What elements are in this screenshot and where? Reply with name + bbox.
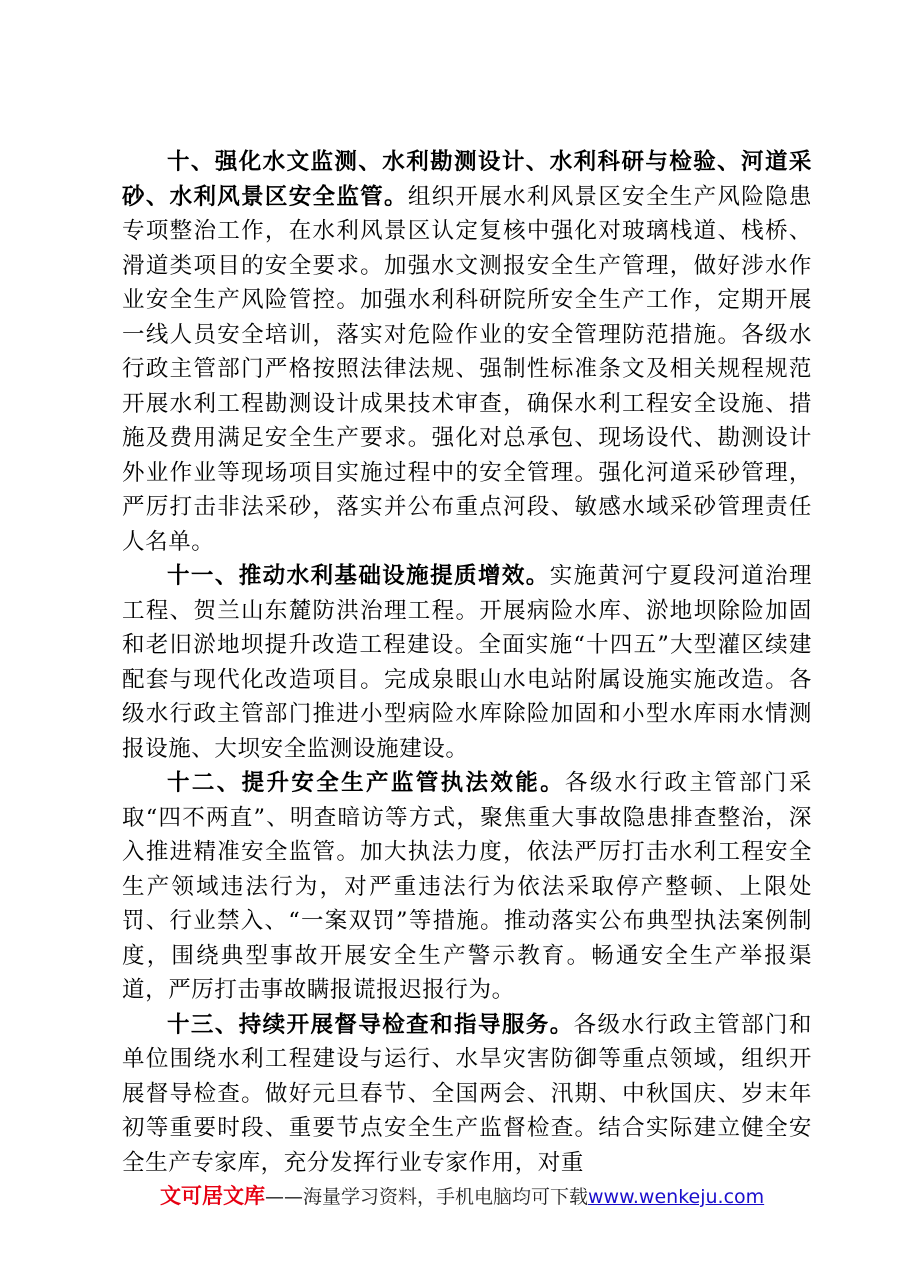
footer-brand: 文可居文库 — [160, 1184, 265, 1208]
section-body-12: 各级水行政主管部门采取“四不两直”、明查暗访等方式，聚焦重大事故隐患排查整治，深入推进精准安全监管。加大执法力度，依法严厉打击水利工程安全生产领域违法行为，对严重违法行为依法采取停产整顿、上限处罚、行业禁入、“一案双罚”等措施。推动落实公布典型执法案例制度，围绕典型事故开展安全生产警示教育。畅通安全生产举报渠道，严厉打击事故瞒报谎报迟报行为。 — [122, 770, 812, 1003]
section-body-10: 组织开展水利风景区安全生产风险隐患专项整治工作，在水利风景区认定复核中强化对玻璃栈道、栈桥、滑道类项目的安全要求。加强水文测报安全生产管理，做好涉水作业安全生产风险管控。加强水利科研院所安全生产工作，定期开展一线人员安全培训，落实对危险作业的安全管理防范措施。各级水行政主管部门严格按照法律法规、强制性标准条文及相关规程规范开展水利工程勘测设计成果技术审查，确保水利工程安全设施、措施及费用满足安全生产要求。强化对总承包、现场设代、勘测设计外业作业等现场项目实施过程中的安全管理。强化河道采砂管理，严厉打击非法采砂，落实并公布重点河段、敏感水域采砂管理责任人名单。 — [122, 183, 812, 555]
section-heading-10: 十、强化水文监测、水利勘测设计、水利科研与检验、河道采砂、水利风景区安全监管。 — [122, 149, 812, 210]
section-body-13: 各级水行政主管部门和单位围绕水利工程建设与运行、水旱灾害防御等重点领域，组织开展督导检查。做好元旦春节、全国两会、汛期、中秋国庆、岁末年初等重要时段、重要节点安全生产监督检查。结合实际建立健全安全生产专家库，充分发挥行业专家作用，对重 — [122, 1011, 812, 1176]
section-heading-12: 十二、提升安全生产监管执法效能。 — [167, 770, 566, 796]
footer-slogan: ——海量学习资料，手机电脑均可下载 — [265, 1186, 589, 1208]
paragraph-section-13 — [122, 1008, 812, 1181]
footer-site-link[interactable]: www.wenkeju.com — [588, 1186, 765, 1208]
paragraph-section-10 — [122, 145, 812, 559]
section-body-11: 实施黄河宁夏段河道治理工程、贺兰山东麓防洪治理工程。开展病险水库、淤地坝除险加固和老旧淤地坝提升改造工程建设。全面实施“十四五”大型灌区续建配套与现代化改造项目。完成泉眼山水电站附属设施实施改造。各级水行政主管部门推进小型病险水库除险加固和小型水库雨水情测报设施、大坝安全监测设施建设。 — [122, 563, 812, 762]
paragraph-section-11 — [122, 559, 812, 766]
section-heading-13: 十三、持续开展督导检查和指导服务。 — [167, 1011, 574, 1038]
document-body — [122, 145, 812, 1180]
paragraph-section-12 — [122, 766, 812, 1008]
section-heading-11: 十一、推动水利基础设施提质增效。 — [167, 563, 550, 589]
footer-banner — [160, 1181, 800, 1212]
